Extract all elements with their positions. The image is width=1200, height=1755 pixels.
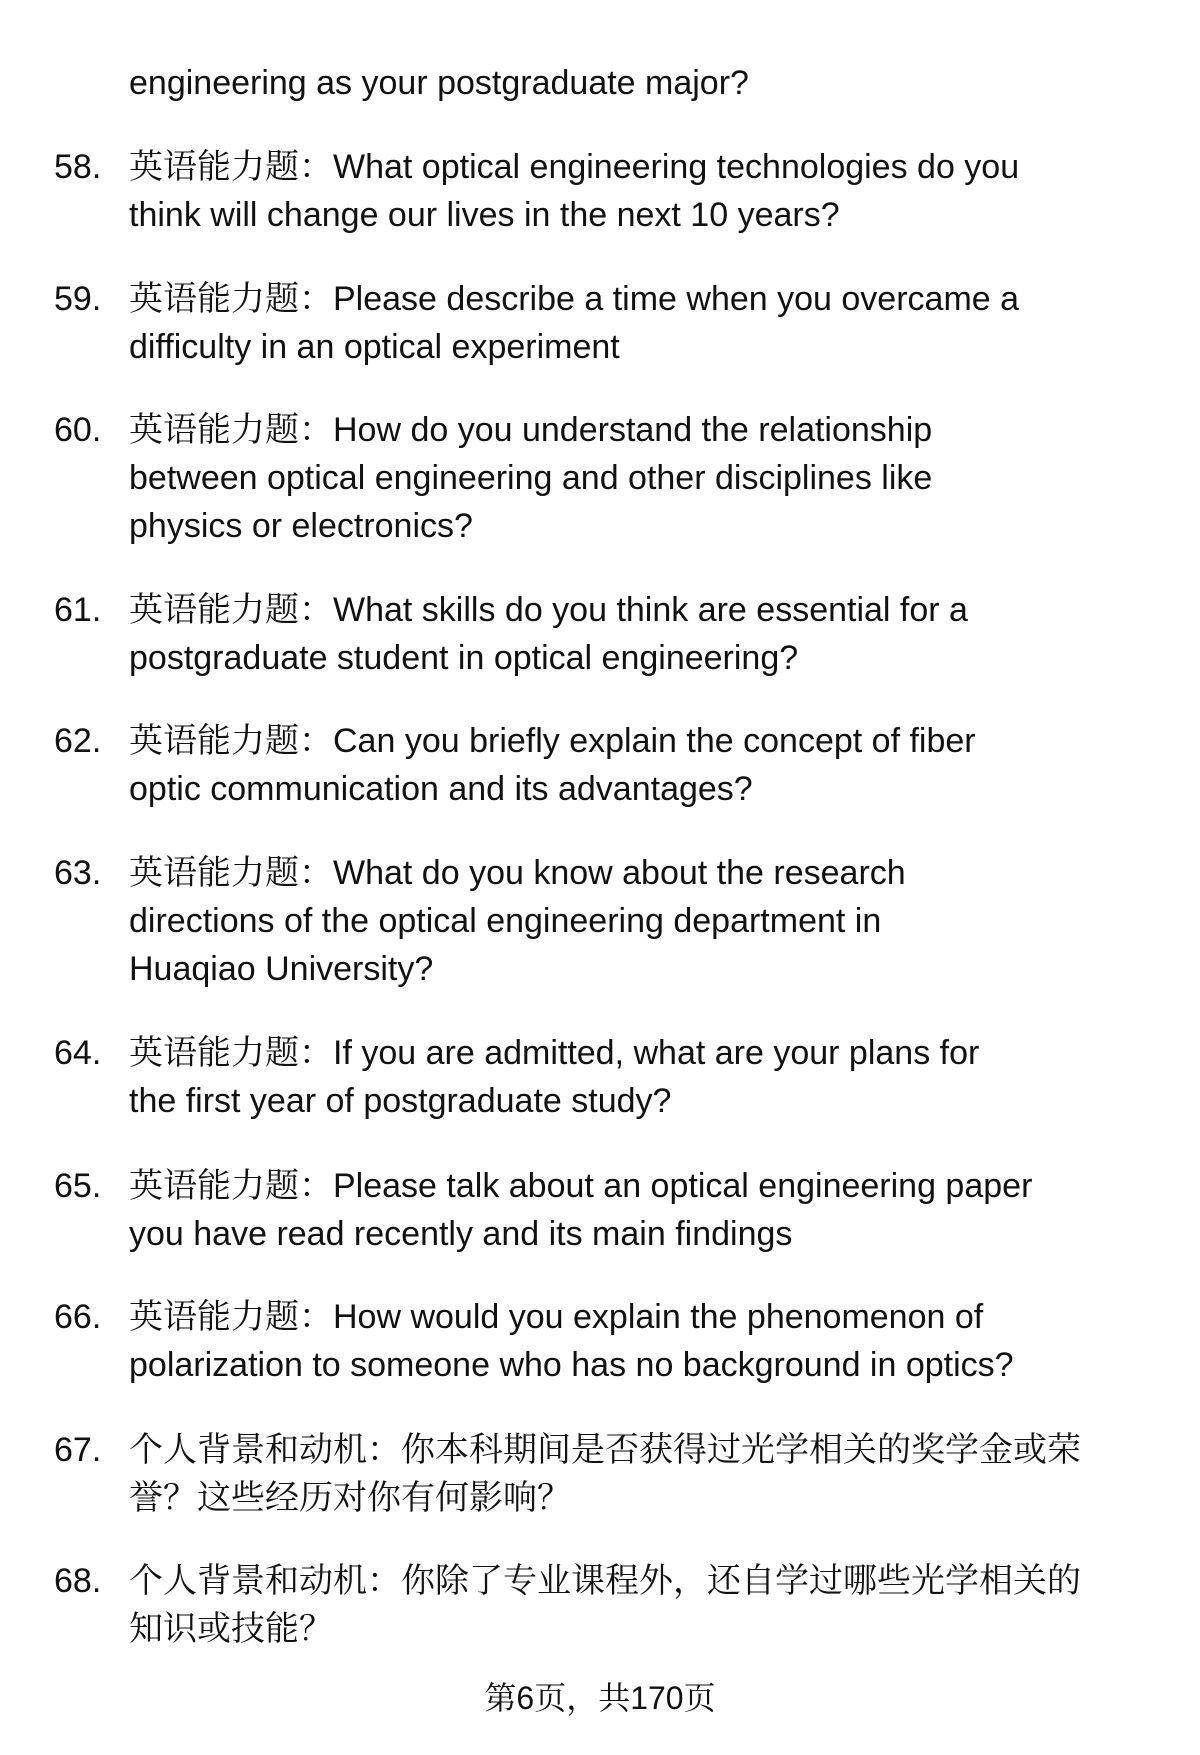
question-text-line: 英语能力题：What optical engineering technologies do you — [129, 148, 1020, 186]
question-text-line: difficulty in an optical experiment — [129, 328, 620, 366]
question-text-line: 誉？这些经历对你有何影响？ — [129, 1479, 571, 1517]
question-number: 60. — [54, 411, 102, 449]
question-text-line: you have read recently and its main findings — [129, 1215, 793, 1253]
question-text-line: 知识或技能？ — [129, 1610, 333, 1648]
question-text-line: physics or electronics? — [129, 507, 473, 545]
question-text-line: 英语能力题：If you are admitted, what are your plans for — [129, 1034, 980, 1072]
question-text-line: Huaqiao University? — [129, 950, 434, 988]
question-number: 59. — [54, 280, 102, 318]
question-number: 68. — [54, 1562, 102, 1600]
question-text-line: 个人背景和动机：你除了专业课程外，还自学过哪些光学相关的 — [129, 1562, 1081, 1600]
question-text-line: think will change our lives in the next 10 years? — [129, 196, 840, 234]
question-text-line: polarization to someone who has no background in optics? — [129, 1346, 1014, 1384]
question-text-line: 英语能力题：How do you understand the relationship — [129, 411, 933, 449]
question-text-line: 英语能力题：How would you explain the phenomenon of — [129, 1298, 984, 1336]
question-number: 62. — [54, 722, 102, 760]
question-text-line: the first year of postgraduate study? — [129, 1082, 672, 1120]
question-text-line: directions of the optical engineering department in — [129, 902, 882, 940]
question-text-line: 英语能力题：Please describe a time when you overcame a — [129, 280, 1020, 318]
question-text-line: 英语能力题：What do you know about the research — [129, 854, 906, 892]
question-number: 64. — [54, 1034, 102, 1072]
question-number: 63. — [54, 854, 102, 892]
question-number: 66. — [54, 1298, 102, 1336]
question-text-line: postgraduate student in optical engineering? — [129, 639, 799, 677]
question-number: 65. — [54, 1167, 102, 1205]
question-number: 67. — [54, 1431, 102, 1469]
question-text-line: 英语能力题：Please talk about an optical engineering paper — [129, 1167, 1033, 1205]
question-text-line: 英语能力题：What skills do you think are essential for a — [129, 591, 968, 629]
question-text-line: between optical engineering and other disciplines like — [129, 459, 933, 497]
question-continuation: engineering as your postgraduate major? — [129, 64, 749, 102]
question-text-line: 个人背景和动机：你本科期间是否获得过光学相关的奖学金或荣 — [129, 1431, 1081, 1469]
question-text-line: optic communication and its advantages? — [129, 770, 753, 808]
question-number: 61. — [54, 591, 102, 629]
page-footer: 第6页，共170页 — [484, 1680, 716, 1716]
question-text-line: 英语能力题：Can you briefly explain the concept of fiber — [129, 722, 976, 760]
question-number: 58. — [54, 148, 102, 186]
